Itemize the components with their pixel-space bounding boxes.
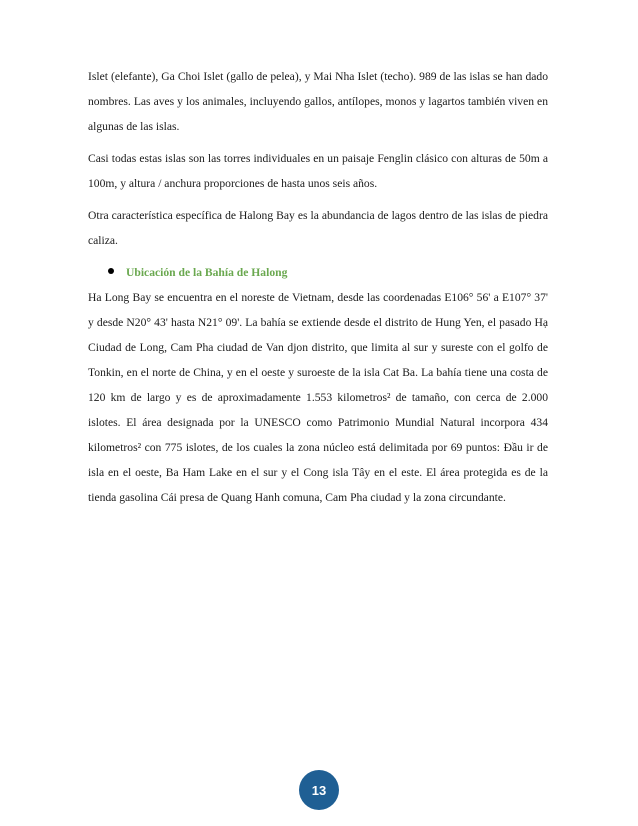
section-heading-row xyxy=(88,260,548,285)
bullet-icon xyxy=(108,268,114,274)
page-number-badge: 13 xyxy=(299,770,339,810)
page-body xyxy=(88,64,548,517)
paragraph-lakes: Otra característica específica de Halong Bay es la abundancia de lagos dentro de las islas de piedra caliza. xyxy=(88,209,548,247)
section-heading: Ubicación de la Bahía de Halong xyxy=(126,266,288,279)
paragraph-islands-names: Islet (elefante), Ga Choi Islet (gallo de pelea), y Mai Nha Islet (techo). 989 de las islas se han dado nombres. Las aves y los animales, incluyendo gallos, antílopes, monos y lagartos también viven en algunas de las islas. xyxy=(88,70,548,133)
paragraph-location: Ha Long Bay se encuentra en el noreste de Vietnam, desde las coordenadas E106° 56' a E107° 37' y desde N20° 43' hasta N21° 09'. La bahía se extiende desde el distrito de Hung Yen, el pasado Hạ Ciudad de Long, Cam Pha ciudad de Van djon distrito, que limita al sur y sureste con el golfo de Tonkin, en el norte de China, y en el oeste y suroeste de la isla Cat Ba. La bahía tiene una costa de 120 km de largo y es de aproximadamente 1.553 kilometros² de tamaño, con cerca de 2.000 islotes. El área designada por la UNESCO como Patrimonio Mundial Natural incorpora 434 kilometros² con 775 islotes, de los cuales la zona núcleo está delimitada por 69 puntos: Đầu ir de isla en el oeste, Ba Ham Lake en el sur y el Cong isla Tây en el este. El área protegida es de la tienda gasolina Cái presa de Quang Hanh comuna, Cam Pha ciudad y la zona circundante. xyxy=(88,291,548,504)
paragraph-fenglin: Casi todas estas islas son las torres individuales en un paisaje Fenglin clásico con alturas de 50m a 100m, y altura / anchura proporciones de hasta unos seis años. xyxy=(88,152,548,190)
